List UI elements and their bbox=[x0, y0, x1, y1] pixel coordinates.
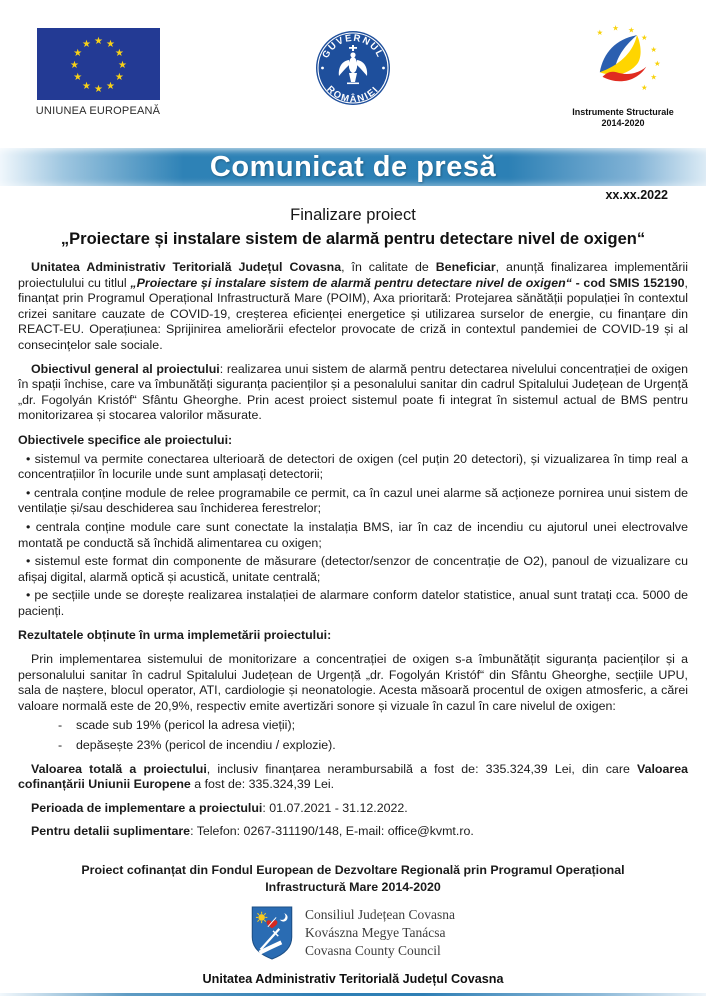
text-run: Valoarea cofinanțării Uniunii Europene bbox=[18, 761, 688, 792]
objective-bullet-3 bbox=[18, 520, 688, 551]
objective-bullet-2 bbox=[18, 486, 688, 517]
council-line-ro: Consiliul Județean Covasna bbox=[305, 907, 455, 923]
eu-flag-block bbox=[18, 28, 178, 117]
svg-text:★: ★ bbox=[117, 60, 127, 71]
sun-icon bbox=[256, 912, 267, 923]
contact-paragraph bbox=[18, 824, 688, 840]
total-value-paragraph bbox=[18, 762, 688, 793]
document-title: „Proiectare și instalare sistem de alarmă pentru detectare nivel de oxigen“ bbox=[60, 230, 646, 248]
footer-divider bbox=[0, 993, 706, 996]
svg-text:★: ★ bbox=[72, 72, 82, 83]
svg-text:★: ★ bbox=[114, 72, 124, 83]
svg-text:★: ★ bbox=[105, 39, 115, 51]
text-run: • centrala conține module care sunt conectate la instalația BMS, iar în caz de incendiu cu ajutorul unei electrovalve montată pe conductă să închidă alimentarea cu oxigen; bbox=[18, 519, 688, 550]
specific-objectives-heading bbox=[18, 433, 688, 449]
structural-instruments-icon bbox=[568, 24, 678, 102]
county-council-text bbox=[305, 906, 455, 959]
svg-text:★: ★ bbox=[628, 25, 635, 35]
svg-text:★: ★ bbox=[114, 48, 124, 59]
structural-instruments-label-2: 2014-2020 bbox=[601, 118, 645, 129]
text-run: • pe secțiile unde se dorește realizarea instalației de alarmare conform datelor statistice, anual sunt tratați cca. 5000 de pacienți. bbox=[18, 588, 688, 618]
text-run: , în calitate de bbox=[341, 260, 436, 274]
svg-text:★: ★ bbox=[93, 36, 103, 47]
header-logos bbox=[0, 0, 706, 148]
results-heading bbox=[18, 628, 688, 644]
svg-text:★: ★ bbox=[641, 82, 648, 92]
eu-flag-label: UNIUNEA EUROPEANĂ bbox=[35, 105, 161, 117]
cofinance-note bbox=[18, 862, 688, 896]
text-run: - bbox=[58, 738, 63, 753]
text-run: Prin implementarea sistemului de monitorizare a concentrației de oxigen s-a îmbunătățit siguranța pacienților și a personalului sanitar în cadrul Spitalului Județean de Urgență „dr. Fogolyán Kristóf“ din Sfântu Gheorghe, secțiile UPU, sala de naștere, blocul operator, ATI, cardiologie și neonatologie. Acesta măsoară procentul de oxigen atmosferic, a cărei valoare normală este de 20,9%, respectiv emite avertizări sonore și vizuale în cazul în care nivelul de oxigen: bbox=[18, 652, 688, 713]
svg-text:★: ★ bbox=[654, 58, 661, 68]
structural-instruments-block bbox=[545, 24, 701, 130]
svg-text:★: ★ bbox=[596, 28, 604, 38]
svg-text:★: ★ bbox=[650, 44, 657, 54]
objective-bullet-5 bbox=[18, 588, 688, 619]
text-run: depăsește 23% (pericol de incendiu / explozie). bbox=[76, 738, 336, 753]
text-run: a fost de: 335.324,39 Lei. bbox=[190, 777, 335, 792]
intro-paragraph bbox=[18, 260, 688, 354]
banner-title: Comunicat de presă bbox=[209, 151, 497, 183]
text-run: Unitatea Administrativ Teritorială Județul Covasna bbox=[31, 260, 342, 274]
text-run: : Telefon: 0267-311190/148, E-mail: office@kvmt.ro. bbox=[190, 824, 474, 839]
government-seal-bottom-text: ROMÂNIEI bbox=[324, 83, 382, 106]
text-run: Obiectivul general al proiectului bbox=[31, 361, 220, 376]
text-run: Obiectivele specifice ale proiectului: bbox=[18, 432, 233, 447]
press-release-banner bbox=[0, 148, 706, 186]
council-line-en: Covasna County Council bbox=[305, 942, 441, 958]
text-run: Perioada de implementare a proiectului bbox=[31, 800, 263, 815]
text-run: • centrala conține module de relee programabile ce permit, ca în cazul unei alarme să acționeze pornirea unui sistem de ventilație și/sau deschiderea sau închiderea ferestrelor; bbox=[18, 485, 688, 516]
text-run: Infrastructură Mare 2014-2020 bbox=[265, 880, 441, 894]
county-council-block bbox=[0, 906, 706, 960]
implementation-period-paragraph bbox=[18, 801, 688, 817]
government-seal-icon bbox=[314, 29, 392, 107]
government-seal-top-text: GUVERNUL bbox=[320, 32, 386, 61]
council-line-hu: Kovászna Megye Tanácsa bbox=[305, 925, 446, 941]
text-run: : 01.07.2021 - 31.12.2022. bbox=[262, 800, 408, 815]
text-run: : realizarea unui sistem de alarmă pentru detectarea nivelului concentrației de oxigen în spații închise, care va îmbunătăți siguranța pacienților și a pesonalului sanitar din cadrul Spitalului Județean de Urgență „dr. Fogolyán Kristóf“ Sfântu Gheorghe. Prin acest proiect sistemul poate fi integrat în sistemul actual de BMS pentru monitorizarea și stocarea valorilor măsurate. bbox=[18, 361, 688, 423]
uat-footer-line: Unitatea Administrativ Teritorială Județul Covasna bbox=[202, 972, 504, 986]
text-run: , anunță finalizarea implementării proiectulului cu titlul bbox=[18, 260, 689, 290]
text-run: • sistemul va permite conectarea ulterioară de detectori de oxigen (cel puțin 20 detectori), și vizualizarea în timp real a concentrațiilor în locurile unde sunt amplasați detectorii; bbox=[18, 451, 688, 482]
svg-text:★: ★ bbox=[69, 60, 79, 71]
text-run: scade sub 19% (pericol la adresa vieții); bbox=[76, 718, 296, 733]
text-run: Pentru detalii suplimentare bbox=[31, 824, 191, 839]
objective-bullet-1 bbox=[18, 452, 688, 483]
svg-text:★: ★ bbox=[650, 72, 657, 82]
oxygen-threshold-high bbox=[18, 738, 688, 754]
svg-text:★: ★ bbox=[641, 32, 648, 42]
text-run: , inclusiv finanțarea nerambursabilă a fost de: 335.324,39 Lei, din care bbox=[206, 761, 638, 776]
svg-text:★: ★ bbox=[93, 84, 103, 95]
document-body bbox=[0, 249, 706, 896]
svg-text:★: ★ bbox=[105, 80, 115, 92]
structural-instruments-label-1: Instrumente Structurale bbox=[572, 107, 674, 117]
oxygen-threshold-low bbox=[18, 718, 688, 734]
text-run: - bbox=[58, 718, 63, 733]
svg-text:★: ★ bbox=[81, 80, 91, 92]
general-objective-paragraph bbox=[18, 362, 688, 424]
document-subtitle: Finalizare proiect bbox=[290, 206, 416, 224]
date-placeholder: xx.xx.2022 bbox=[605, 188, 668, 202]
text-run: Rezultatele obținute în urma implemetării proiectului: bbox=[18, 628, 332, 643]
svg-text:★: ★ bbox=[72, 48, 82, 59]
text-run: • sistemul este format din componente de măsurare (detector/senzor de concentrație de O2), panoul de vizualizare cu afișaj digital, alarmă optică și acustică, unitate centrală; bbox=[18, 554, 688, 584]
svg-text:★: ★ bbox=[81, 39, 91, 51]
text-run: Proiect cofinanțat din Fondul European de Dezvoltare Regională prin Programul Operațional bbox=[81, 863, 625, 877]
text-run: - cod SMIS 152190 bbox=[571, 275, 685, 290]
eu-flag-icon bbox=[37, 28, 160, 100]
covasna-coat-of-arms-icon bbox=[251, 906, 293, 960]
text-run: Beneficiar bbox=[435, 260, 496, 274]
text-run: „Proiectare și instalare sistem de alarmă pentru detectare nivel de oxigen“ bbox=[130, 275, 572, 290]
text-run: , finanțat prin Programul Operațional Infrastructură Mare (POIM), Axa prioritară: Protejarea sănătății populației în contextul crizei sanitare cauzate de COVID-19, creșterea eficienței energetice și utilizarea surselor de energie, cu finanțare din REACT-EU. Operațiunea: Sprijinirea ameliorării efectelor provocate de criză in contextul pandemiei de COVID-19 și al consecințelor sale sociale. bbox=[18, 275, 688, 352]
results-paragraph bbox=[18, 652, 688, 714]
text-run: Valoarea totală a proiectului bbox=[31, 761, 207, 776]
government-seal-block bbox=[314, 29, 392, 107]
objective-bullet-4 bbox=[18, 554, 688, 585]
svg-text:★: ★ bbox=[612, 24, 619, 33]
